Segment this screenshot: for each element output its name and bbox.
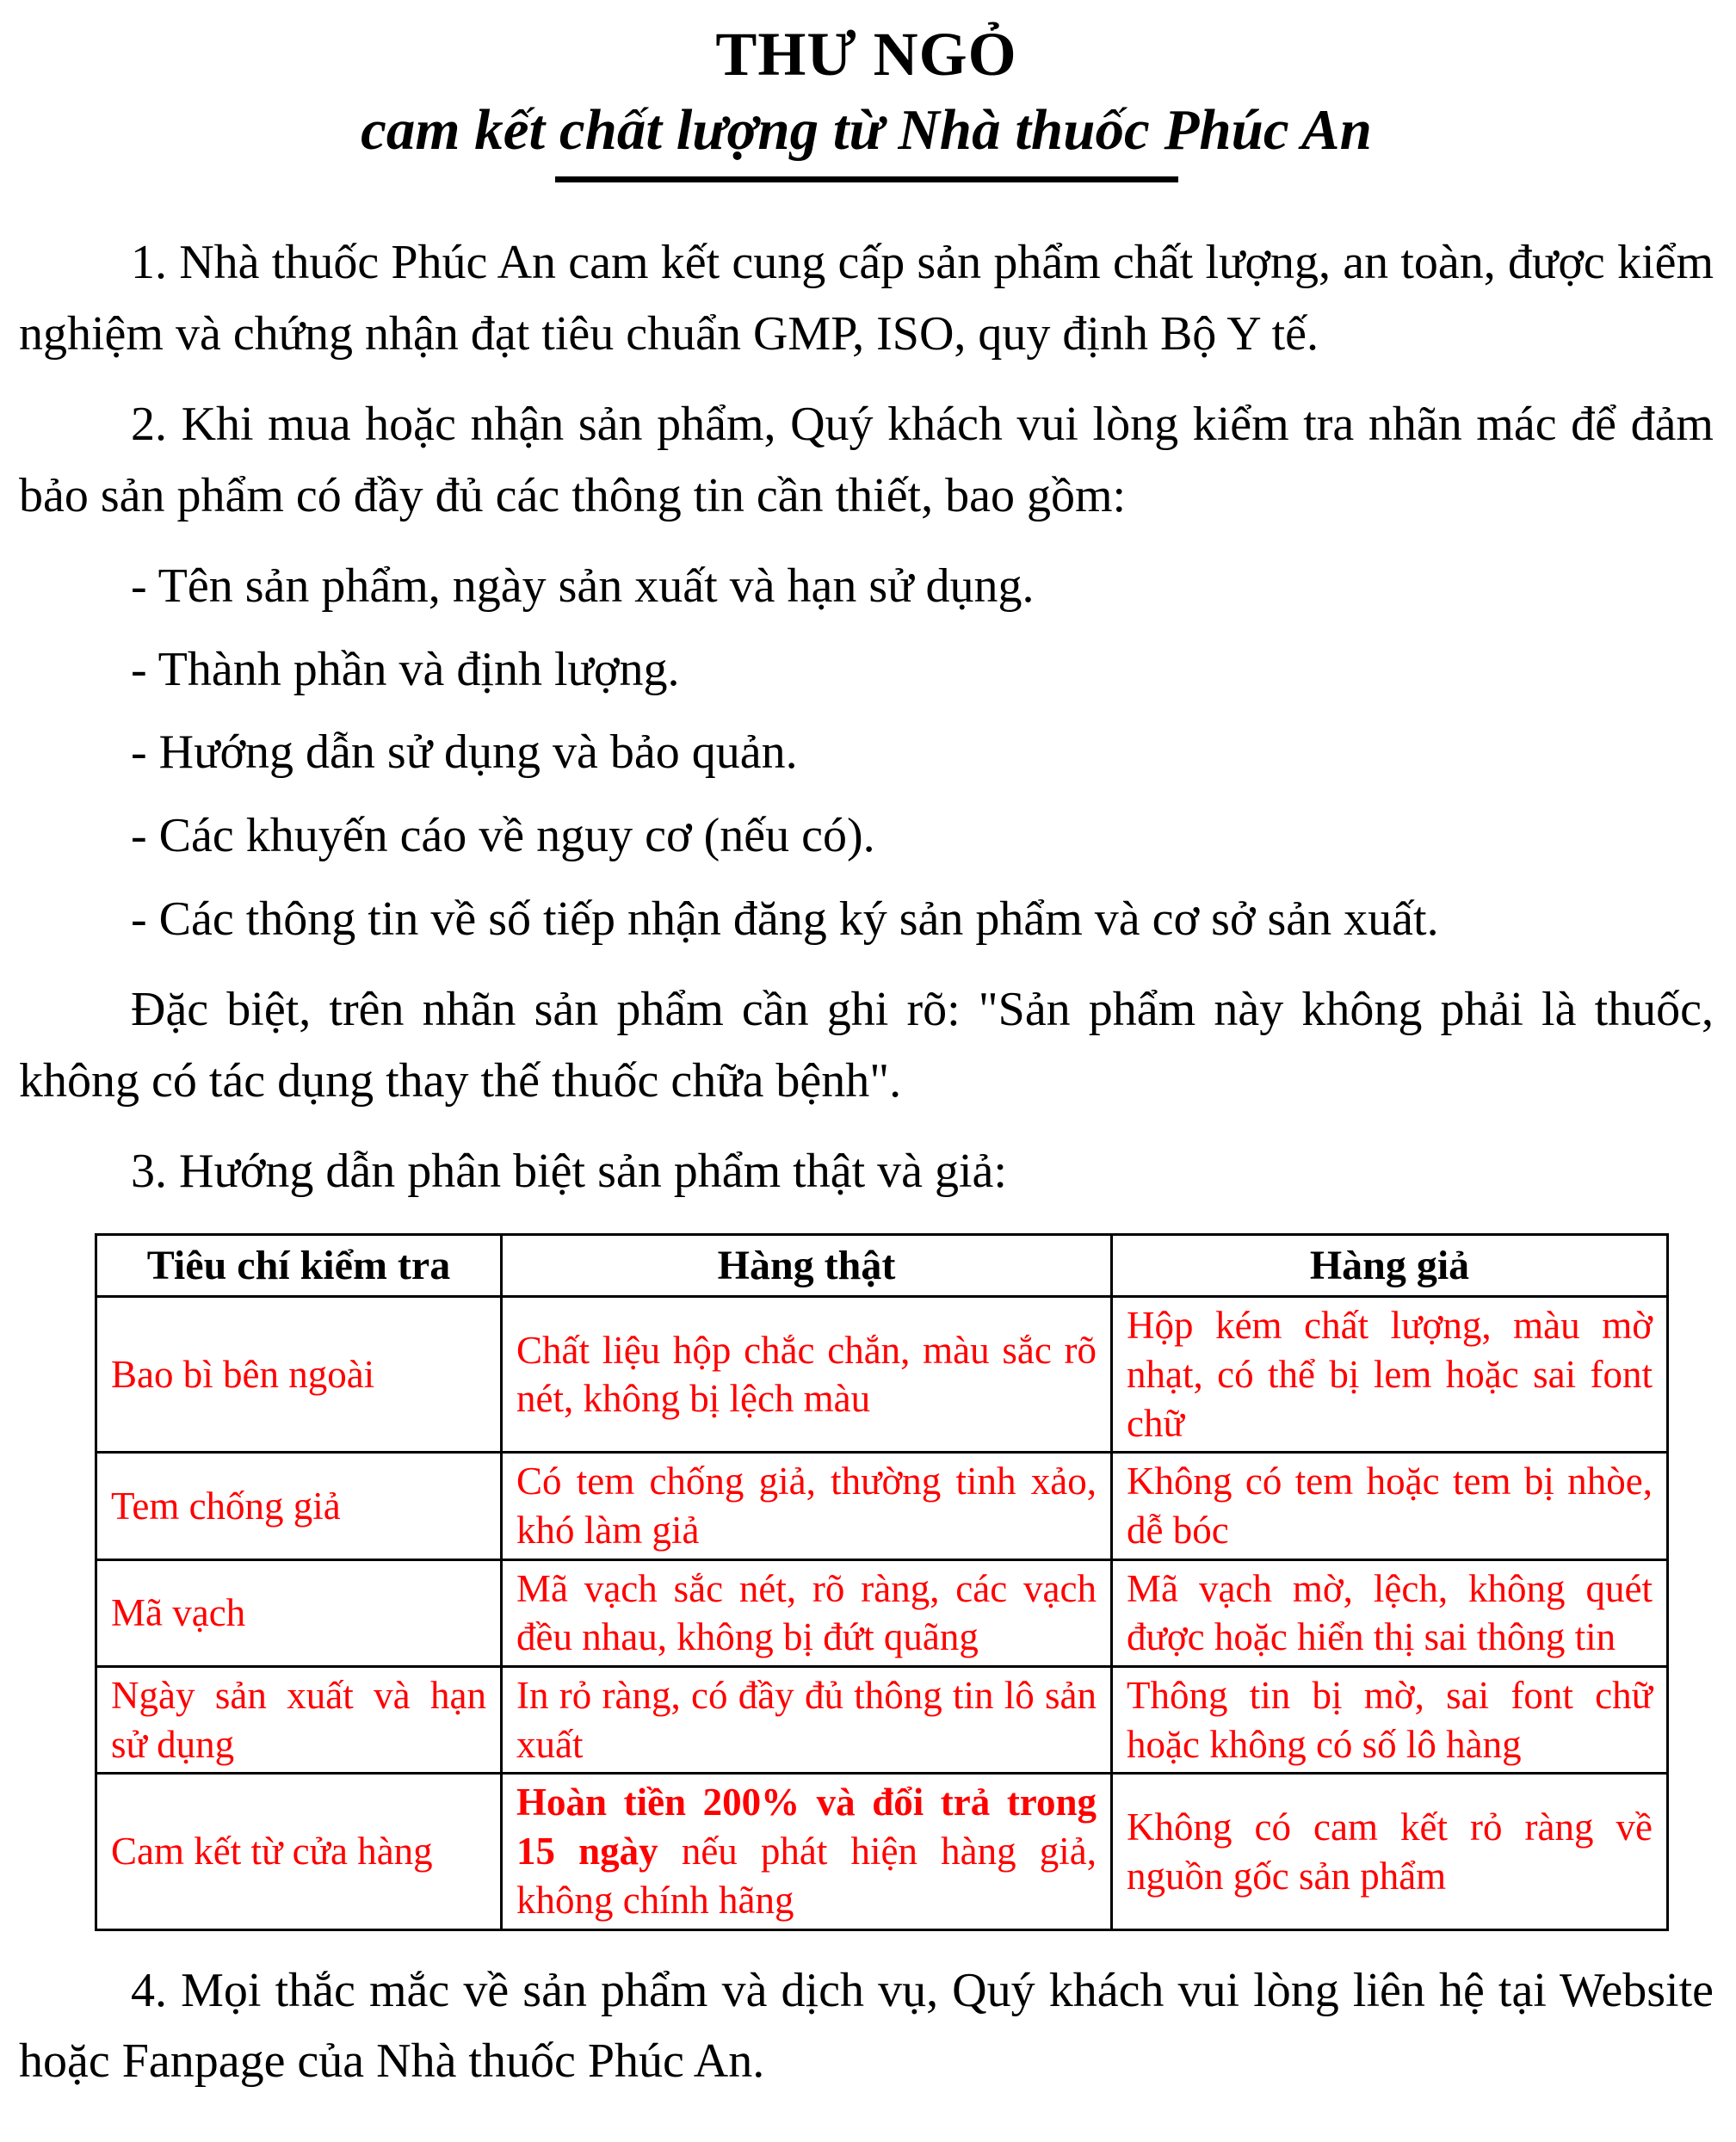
- table-header-genuine: Hàng thật: [502, 1234, 1112, 1297]
- refund-guarantee-bold-text: Hoàn tiền 200% và đổi trả trong 15 ngày: [516, 1781, 1097, 1873]
- cell-fake: Không có tem hoặc tem bị nhòe, dễ bóc: [1112, 1453, 1668, 1559]
- list-item-ingredients: - Thành phần và định lượng.: [131, 642, 680, 696]
- cell-genuine: Có tem chống giả, thường tinh xảo, khó làm giả: [502, 1453, 1112, 1559]
- table-header-criteria: Tiêu chí kiểm tra: [96, 1234, 502, 1297]
- list-item-usage: - Hướng dẫn sử dụng và bảo quản.: [131, 725, 798, 780]
- document-body: [19, 227, 1714, 2097]
- table-row-stamp: [96, 1453, 1668, 1559]
- list-item-registration: - Các thông tin về số tiếp nhận đăng ký sản phẩm và cơ sở sản xuất.: [131, 892, 1439, 947]
- page-title: THƯ NGỎ: [715, 20, 1017, 89]
- cell-fake: Mã vạch mờ, lệch, không quét được hoặc hiển thị sai thông tin: [1112, 1559, 1668, 1666]
- list-item-product-name: - Tên sản phẩm, ngày sản xuất và hạn sử dụng.: [131, 559, 1035, 613]
- cell-genuine: Mã vạch sắc nét, rõ ràng, các vạch đều nhau, không bị đứt quãng: [502, 1559, 1112, 1666]
- paragraph-4: 4. Mọi thắc mắc về sản phẩm và dịch vụ, Quý khách vui lòng liên hệ tại Website hoặc Fanpage của Nhà thuốc Phúc An.: [19, 1963, 1714, 2089]
- paragraph-special-note: Đặc biệt, trên nhãn sản phẩm cần ghi rõ: "Sản phẩm này không phải là thuốc, không có tác dụng thay thế thuốc chữa bệnh".: [19, 983, 1714, 1108]
- table-row-barcode: [96, 1559, 1668, 1666]
- comparison-table: [95, 1233, 1669, 1931]
- paragraph-2: 2. Khi mua hoặc nhận sản phẩm, Quý khách vui lòng kiểm tra nhãn mác để đảm bảo sản phẩm có đầy đủ các thông tin cần thiết, bao gồm:: [19, 397, 1714, 522]
- table-row-commitment: [96, 1774, 1668, 1929]
- cell-genuine: Chất liệu hộp chắc chắn, màu sắc rõ nét, không bị lệch màu: [502, 1297, 1112, 1453]
- table-row-packaging: [96, 1297, 1668, 1453]
- cell-criteria: Tem chống giả: [96, 1453, 502, 1559]
- cell-genuine: In rỏ ràng, có đầy đủ thông tin lô sản xuất: [502, 1667, 1112, 1774]
- table-header-row: [96, 1234, 1668, 1297]
- cell-criteria: Mã vạch: [96, 1559, 502, 1666]
- paragraph-3: 3. Hướng dẫn phân biệt sản phẩm thật và giả:: [131, 1144, 1007, 1198]
- paragraph-1: 1. Nhà thuốc Phúc An cam kết cung cấp sản phẩm chất lượng, an toàn, được kiểm nghiệm và chứng nhận đạt tiêu chuẩn GMP, ISO, quy định Bộ Y tế.: [19, 236, 1714, 361]
- cell-criteria: Ngày sản xuất và hạn sử dụng: [96, 1667, 502, 1774]
- cell-criteria: Bao bì bên ngoài: [96, 1297, 502, 1453]
- cell-fake: Hộp kém chất lượng, màu mờ nhạt, có thể bị lem hoặc sai font chữ: [1112, 1297, 1668, 1453]
- cell-criteria: Cam kết từ cửa hàng: [96, 1774, 502, 1929]
- cell-fake: Không có cam kết rỏ ràng về nguồn gốc sản phẩm: [1112, 1774, 1668, 1929]
- cell-genuine: [502, 1774, 1112, 1929]
- refund-guarantee-rest-text: nếu phát hiện hàng giả, không chính hãng: [516, 1830, 1097, 1922]
- cell-fake: Thông tin bị mờ, sai font chữ hoặc không có số lô hàng: [1112, 1667, 1668, 1774]
- table-header-fake: Hàng giả: [1112, 1234, 1668, 1297]
- list-item-warnings: - Các khuyến cáo về nguy cơ (nếu có).: [131, 809, 875, 863]
- title-underline: [555, 176, 1178, 182]
- table-row-dates: [96, 1667, 1668, 1774]
- page-subtitle: cam kết chất lượng từ Nhà thuốc Phúc An: [361, 97, 1372, 162]
